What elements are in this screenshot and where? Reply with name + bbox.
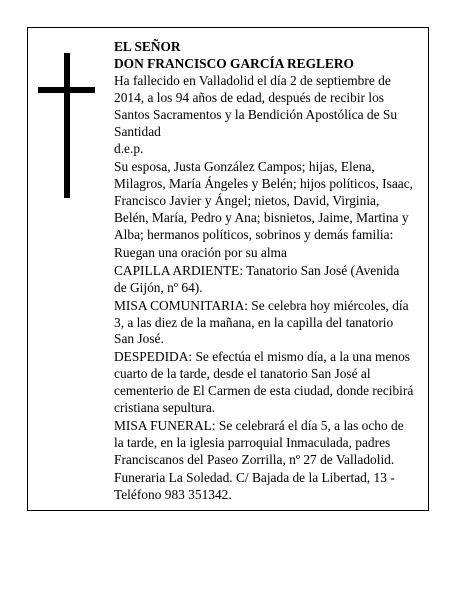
obituary-text bbox=[114, 39, 419, 503]
deceased-name: DON FRANCISCO GARCÍA REGLERO bbox=[114, 55, 354, 71]
funeral-mass bbox=[114, 418, 419, 469]
dep-line bbox=[114, 141, 419, 158]
farewell-info bbox=[114, 349, 419, 417]
obituary-body bbox=[114, 73, 419, 504]
text-line: Alba; hermanos políticos, sobrinos y demás familia: bbox=[114, 226, 394, 242]
text-line: d.e.p. bbox=[114, 141, 144, 157]
text-line: cementerio de El Carmen de esta ciudad, donde recibirá bbox=[114, 383, 414, 399]
text-line: de Gijón, nº 64). bbox=[114, 279, 203, 295]
text-line: Belén, María, Pedro y Ana; bisnietos, Jaime, Martina y bbox=[114, 210, 409, 226]
chapel-info bbox=[114, 263, 419, 297]
text-line: 2014, a los 94 años de edad, después de recibir los bbox=[114, 89, 384, 105]
text-line: Santos Sacramentos y la Bendición Apostólica de Su bbox=[114, 106, 398, 122]
text-line: MISA COMUNITARIA: Se celebra hoy miércoles, día bbox=[114, 297, 409, 313]
text-line: MISA FUNERAL: Se celebrará el día 5, a las ocho de bbox=[114, 417, 404, 433]
heading-title: EL SEÑOR bbox=[114, 39, 181, 54]
text-line: Franciscanos del Paseo Zorrilla, nº 27 de Valladolid. bbox=[114, 451, 395, 467]
text-line: Milagros, María Ángeles y Belén; hijos políticos, Isaac, bbox=[114, 176, 413, 192]
text-line: la tarde, en la iglesia parroquial Inmaculada, padres bbox=[114, 434, 391, 450]
text-line: Su esposa, Justa González Campos; hijas, Elena, bbox=[114, 159, 375, 175]
cross-horizontal-bar bbox=[38, 87, 95, 93]
funeral-home bbox=[114, 470, 419, 504]
text-line: 3, a las diez de la mañana, en la capilla del tanatorio bbox=[114, 314, 394, 330]
text-line: CAPILLA ARDIENTE: Tanatorio San José (Avenida bbox=[114, 262, 400, 278]
text-line: cuarto de la tarde, desde el tanatorio San José al bbox=[114, 366, 371, 382]
death-announcement bbox=[114, 73, 419, 141]
text-line: Teléfono 983 351342. bbox=[114, 486, 232, 502]
cross-vertical-bar bbox=[64, 53, 70, 198]
community-mass bbox=[114, 298, 419, 349]
text-line: Santidad bbox=[114, 123, 161, 139]
text-line: San José. bbox=[114, 331, 164, 347]
text-line: Ruegan una oración por su alma bbox=[114, 244, 287, 260]
latin-cross-icon bbox=[36, 53, 96, 198]
text-line: Francisco Javier y Ángel; nietos, David, Virginia, bbox=[114, 193, 380, 209]
text-line: cristiana sepultura. bbox=[114, 400, 216, 416]
family-list bbox=[114, 159, 419, 244]
text-line: Ha fallecido en Valladolid el día 2 de septiembre de bbox=[114, 72, 391, 88]
text-line: DESPEDIDA: Se efectúa el mismo día, a la una menos bbox=[114, 349, 411, 365]
prayer-request bbox=[114, 245, 419, 262]
text-line: Funeraria La Soledad. C/ Bajada de la Libertad, 13 - bbox=[114, 469, 395, 485]
